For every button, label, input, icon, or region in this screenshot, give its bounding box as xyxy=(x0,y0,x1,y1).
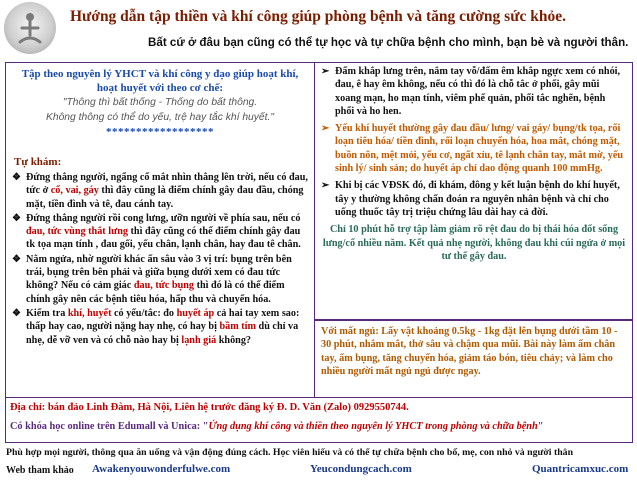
weak-blood-paragraph: ➢ Yếu khí huyết thường gây đau đầu/ lưng/ vai gáy/ bụng/tk tọa, rối loạn tiêu hóa/ tiền đình, rối loạn chuyển hóa, hoa mắt, chóng mặt, buồn nôn, mệt mỏi, yếu cơ, ngất xỉu, tê lạnh chân tay, mắt mờ, yếu sinh lý/ sinh sản; do huyết áp chỉ dao động quanh 100 mmHg. xyxy=(321,123,624,175)
intro-block xyxy=(12,67,308,139)
page-subtitle: Bất cứ ở đâu bạn cũng có thể tự học và tự chữa bệnh cho mình, bạn bè và người thân. xyxy=(148,36,629,49)
intro-line-2: hoạt huyết với theo cơ chế: xyxy=(96,82,224,94)
meditation-logo-icon xyxy=(4,2,56,54)
course-text: Có khóa học online trên Edumall và Unica: "Ứng dụng khí công và thiền theo nguyên lý YHCT trong phòng và chữa bệnh" xyxy=(10,421,544,432)
web-label: Web tham khảo xyxy=(6,465,74,476)
diamond-bullet-icon: ❖ xyxy=(12,212,21,224)
list-item: ❖ Nằm ngửa, nhờ người khác ấn sâu vào 3 vị trí: bụng trên bên trái, bụng trên bên phải và giữa bụng dưới xem có đau tức không? Nếu có cảm giác đau, tức bụng thì đó là có thể điểm chính gây nên các bệnh tiêu hóa, hấp thu và chuyển hóa. xyxy=(12,253,292,305)
list-item: ❖ Kiểm tra khí, huyết có yếu/tắc: đo huyết áp cả hai tay xem sao: thấp hay cao, người nặng hay nhẹ, có hay bị bầm tím dù chỉ va nhẹ, dễ vỡ ven và có chỗ nào hay bị lạnh giá không? xyxy=(12,307,300,346)
quote-line-1: "Thông thì bất thống - Thống do bất thông. xyxy=(62,97,258,108)
result-note: Chỉ 10 phút hỗ trợ tập làm giảm rõ rệt đau do bị thái hóa đốt sống lưng/cổ nhiều năm. Kết quả nhẹ người, không đau khi cúi ngửa ở mọi tư thế gây đau. xyxy=(322,224,626,262)
footer-links xyxy=(0,463,637,485)
diamond-bullet-icon: ❖ xyxy=(12,307,21,319)
link-awaken[interactable]: Awakenyouwonderfulwe.com xyxy=(92,463,231,475)
symptoms-panel xyxy=(314,62,633,320)
diamond-bullet-icon: ❖ xyxy=(12,172,21,183)
self-check-list xyxy=(12,171,310,348)
arrow-bullet-icon: ➢ xyxy=(321,66,330,77)
insomnia-panel xyxy=(314,320,633,398)
contact-panel xyxy=(5,397,633,443)
diamond-bullet-icon: ❖ xyxy=(12,253,21,265)
list-item: ❖ Đứng thẳng người rồi cong lưng, ưỡn người về phía sau, nếu có đau, tức vùng thắt lưng thì đây cũng có thể điểm chính gây đau tk tọa mạn tính , đau gối, yếu chân, lạnh chân, hay đau tê chân. xyxy=(12,212,301,251)
diagnosis-paragraph: ➢ Khi bị các VĐSK đó, đi khám, đông y kết luận bệnh do khí huyết, tây y thường không chẩn đoán ra nguyên nhân bệnh và chỉ cho uống thuốc tây trị triệu chứng lâu dài hay cả đời. xyxy=(321,180,620,218)
address-text: Địa chỉ: bán đảo Linh Đàm, Hà Nội, Liên hệ trước đăng ký Đ. D. Văn (Zalo) 0929550744. xyxy=(10,402,409,413)
self-check-panel xyxy=(5,62,315,398)
footer-line: Phù hợp mọi người, thông qua ăn uống và vận động đúng cách. Học viên hiểu và có thể tự chữa bệnh cho bố, mẹ, con nhỏ và người thân xyxy=(6,447,574,458)
chest-check-paragraph: ➢ Đấm khắp lưng trên, nắm tay vỗ/đấm êm khắp ngực xem có nhói, đau, ê hay êm không, nếu có thì đó là chỗ tắc ở phổi, gây mũi xoang mạn, ho mạn tính, viêm phế quản, phổi tắc nghẽn, bệnh phổi và ho hen. xyxy=(321,66,621,117)
quote-line-2: Không thông có thể do yếu, trệ hay tắc khí huyết." xyxy=(45,112,275,123)
list-item: ❖ Đứng thẳng người, ngẩng cổ mắt nhìn thẳng lên trời, nếu có đau, tức ở cổ, vai, gáy thì đây cũng là điểm chính gây đau đầu, chóng mặt, tiền đình và tê, đau cánh tay. xyxy=(12,172,308,210)
header xyxy=(0,0,637,62)
link-quantri[interactable]: Quantricamxuc.com xyxy=(532,463,629,475)
self-check-heading: Tự khám: xyxy=(14,156,62,168)
intro-line-1: Tập theo nguyên lý YHCT và khí công y đạo giúp hoạt khí, xyxy=(21,68,299,80)
page-title: Hướng dẫn tập thiền và khí công giúp phòng bệnh và tăng cường sức khỏe. xyxy=(70,8,566,25)
arrow-bullet-icon: ➢ xyxy=(321,180,330,192)
stars-divider: ****************** xyxy=(106,126,214,138)
link-yeucon[interactable]: Yeucondungcach.com xyxy=(310,463,412,475)
arrow-bullet-icon: ➢ xyxy=(321,123,330,135)
insomnia-text: Với mất ngủ: Lấy vật khoảng 0.5kg - 1kg đặt lên bụng dưới tầm 10 - 30 phút, nhắm mắt, thở sâu và chậm qua mũi. Bài này làm ấm chân tay, ấm bụng, tăng chuyển hóa, giảm táo bón, tiêu chảy; và làm cho nhiều người mất ngủ ngủ được ngay. xyxy=(321,326,618,377)
